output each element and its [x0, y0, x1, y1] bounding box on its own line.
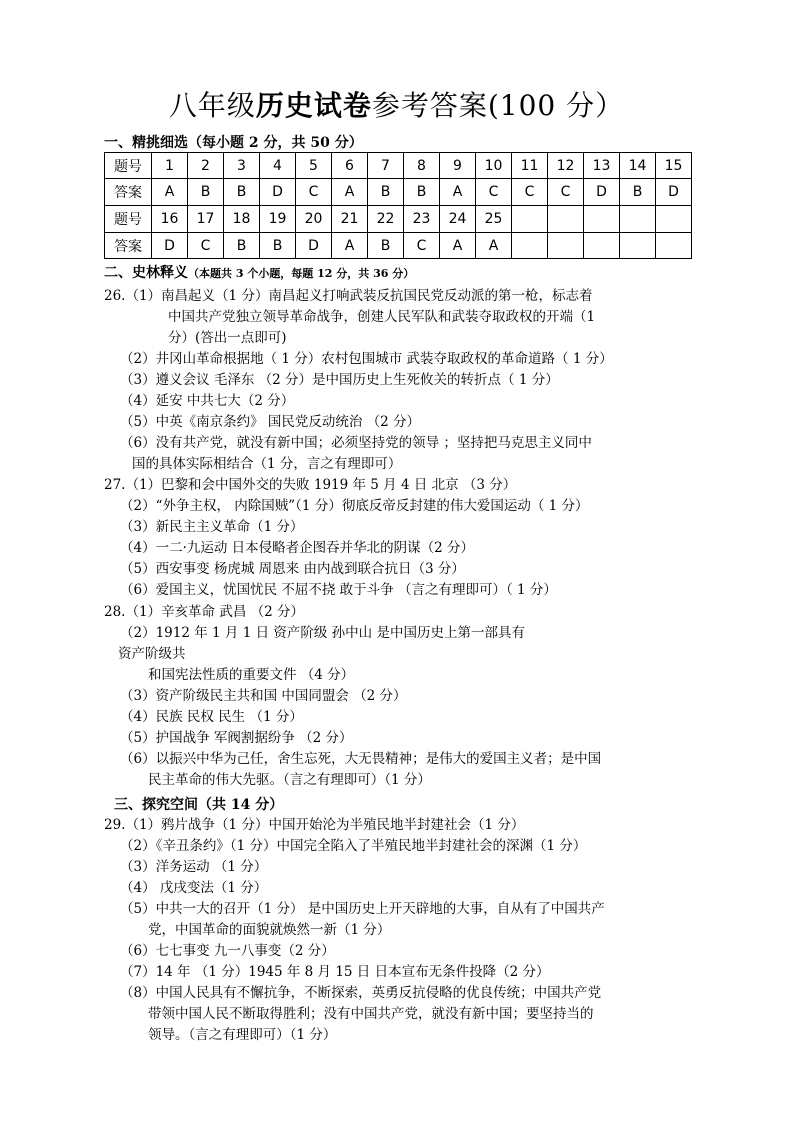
q27-line: （6）爱国主义，忧国忧民 不屈不挠 敢于斗争 （言之有理即可）（ 1 分）	[120, 582, 557, 598]
answer-table-cell: D	[296, 233, 332, 259]
q26-line: 26.（1）南昌起义（1 分）南昌起义打响武装反抗国民党反动派的第一枪，标志着	[104, 288, 593, 304]
answer-table-cell: 10	[476, 153, 512, 179]
answer-table-cell: 20	[296, 206, 332, 233]
q28-line: 和国宪法性质的重要文件 （4 分）	[148, 667, 355, 683]
answer-table-cell: 17	[188, 206, 224, 233]
answer-table-cell: 16	[152, 206, 188, 233]
answer-table-cell: B	[188, 179, 224, 206]
answer-table-cell: A	[440, 179, 476, 206]
answer-table-cell: 22	[368, 206, 404, 233]
q28-line: （3）资产阶级民主共和国 中国同盟会 （2 分）	[120, 688, 407, 704]
answer-table-cell	[584, 206, 620, 233]
question-26	[104, 286, 704, 475]
answer-table-row-header: 答案	[105, 233, 152, 259]
answer-table-cell: 18	[224, 206, 260, 233]
answer-table-cell: 3	[224, 153, 260, 179]
answer-table-cell: 7	[368, 153, 404, 179]
answer-table-cell: C	[296, 179, 332, 206]
answer-table-cell: 23	[404, 206, 440, 233]
answer-table-cell: 19	[260, 206, 296, 233]
answer-table-cell: 1	[152, 153, 188, 179]
q28-line: 资产阶级共	[118, 646, 186, 662]
answer-table-cell: 6	[332, 153, 368, 179]
answer-table-cell: A	[332, 179, 368, 206]
answer-table-cell: A	[476, 233, 512, 259]
answer-table-cell: D	[152, 233, 188, 259]
answer-table-cell: 2	[188, 153, 224, 179]
q29-line: （6）七七事变 九一八事变（2 分）	[120, 943, 335, 959]
q28-line: （2）1912 年 1 月 1 日 资产阶级 孙中山 是中国历史上第一部具有	[120, 625, 525, 641]
answer-table-cell: B	[224, 179, 260, 206]
answer-table-cell: 13	[584, 153, 620, 179]
q29-line: 党，中国革命的面貌就焕然一新（1 分）	[148, 922, 391, 938]
answer-table	[104, 152, 692, 259]
question-28	[104, 602, 704, 791]
q28-line: （5）护国战争 军阀割据纷争 （2 分）	[120, 730, 353, 746]
answer-table-cell	[548, 206, 584, 233]
section2-title: 二、史林释义	[104, 265, 188, 281]
answer-table-cell: A	[152, 179, 188, 206]
q26-line: 中国共产党独立领导革命战争，创建人民军队和武装夺取政权的开端（1	[168, 309, 596, 325]
q29-line: （2）《辛丑条约》（1 分）中国完全陷入了半殖民地半封建社会的深渊（1 分）	[120, 838, 587, 854]
section1-heading: 一、精挑细选（每小题 2 分，共 50 分）	[104, 135, 363, 151]
q26-line: （6）没有共产党，就没有新中国；必须坚持党的领导 ；坚持把马克思主义同中	[120, 435, 592, 451]
section2-heading	[104, 262, 414, 282]
q27-line: （5）西安事变 杨虎城 周恩来 由内战到联合抗日（3 分）	[120, 561, 465, 577]
answer-table-cell: B	[404, 179, 440, 206]
q27-line: （3）新民主主义革命（1 分）	[120, 519, 304, 535]
answer-table-cell: 15	[656, 153, 692, 179]
answer-table-row-header: 题号	[105, 153, 152, 179]
answer-table-cell: C	[512, 179, 548, 206]
title-grade: 八年级	[168, 89, 256, 122]
answer-table-row	[105, 233, 692, 259]
q28-line: （6）以振兴中华为己任，舍生忘死，大无畏精神；是伟大的爱国主义者；是中国	[120, 751, 602, 767]
q28-line: 28.（1）辛亥革命 武昌 （2 分）	[104, 604, 305, 620]
q28-line: 民主革命的伟大先驱。（言之有理即可）（1 分）	[148, 772, 431, 788]
q29-line: （5）中共一大的召开（1 分） 是中国历史上开天辟地的大事，自从有了中国共产	[120, 901, 605, 917]
answer-table-cell: D	[584, 179, 620, 206]
answer-table-cell: 21	[332, 206, 368, 233]
q29-line: 带领中国人民不断取得胜利；没有中国共产党，就没有新中国；要坚持当的	[148, 1006, 594, 1022]
answer-table-cell: B	[620, 179, 656, 206]
title-subject: 历史试卷	[255, 89, 372, 122]
question-29	[104, 815, 704, 1046]
q28-line: （4）民族 民权 民生 （1 分）	[120, 709, 303, 725]
answer-table-cell: 25	[476, 206, 512, 233]
answer-table-cell	[620, 233, 656, 259]
answer-table-cell: C	[188, 233, 224, 259]
q29-line: （8）中国人民具有不懈抗争，不断探索，英勇反抗侵略的优良传统；中国共产党	[120, 985, 602, 1001]
answer-table-cell	[656, 233, 692, 259]
answer-table-cell	[620, 206, 656, 233]
answer-table-row-header: 答案	[105, 179, 152, 206]
answer-table-cell: A	[332, 233, 368, 259]
answer-table-cell: B	[260, 233, 296, 259]
answer-table-cell: C	[548, 179, 584, 206]
q26-line: （5）中英《南京条约》 国民党反动统治 （2 分）	[120, 414, 421, 430]
answer-table-cell: 12	[548, 153, 584, 179]
q27-line: （4）一二·九运动 日本侵略者企图吞并华北的阴谋（2 分）	[120, 540, 475, 556]
q29-line: （7）14 年 （1 分）1945 年 8 月 15 日 日本宣布无条件投降（2 分）	[120, 964, 550, 980]
answer-table-cell: 5	[296, 153, 332, 179]
answer-table-cell: D	[260, 179, 296, 206]
answer-table-cell: 24	[440, 206, 476, 233]
answer-table-cell: B	[224, 233, 260, 259]
answer-table-cell: B	[368, 233, 404, 259]
answer-table-row	[105, 153, 692, 179]
q29-line: 29.（1）鸦片战争（1 分）中国开始沦为半殖民地半封建社会（1 分）	[104, 817, 525, 833]
q26-line: 分）(答出一点即可)	[168, 330, 287, 346]
q29-line: 领导。（言之有理即可）（1 分）	[148, 1027, 337, 1043]
answer-table-cell	[512, 233, 548, 259]
answer-table-row	[105, 206, 692, 233]
answer-table-cell: C	[404, 233, 440, 259]
section2-note: （本题共 3 个小题，每题 12 分，共 36 分）	[188, 267, 415, 280]
q26-line: 国的具体实际相结合（1 分，言之有理即可）	[132, 456, 402, 472]
answer-table-cell: C	[476, 179, 512, 206]
answer-table-cell: 11	[512, 153, 548, 179]
answer-table-cell	[656, 206, 692, 233]
q27-line: 27.（1）巴黎和会中国外交的失败 1919 年 5 月 4 日 北京 （3 分）	[104, 477, 517, 493]
title-suffix: 参考答案(100 分）	[371, 89, 625, 122]
answer-table-row	[105, 179, 692, 206]
answer-table-cell: 4	[260, 153, 296, 179]
q26-line: （2）井冈山革命根据地（ 1 分）农村包围城市 武装夺取政权的革命道路（ 1 分）	[120, 351, 613, 367]
answer-table-row-header: 题号	[105, 206, 152, 233]
answer-table-cell: 9	[440, 153, 476, 179]
q29-line: （3）洋务运动 （1 分）	[120, 859, 268, 875]
answer-table-cell	[548, 233, 584, 259]
answer-table-cell: 14	[620, 153, 656, 179]
q27-line: （2）“外争主权， 内除国贼”（1 分）彻底反帝反封建的伟大爱国运动（ 1 分）	[120, 498, 589, 514]
answer-table-cell	[512, 206, 548, 233]
q29-line: （4） 戊戌变法（1 分）	[120, 880, 268, 896]
answer-table-cell: D	[656, 179, 692, 206]
page-title	[0, 88, 793, 124]
answer-table-cell: A	[440, 233, 476, 259]
q26-line: （3）遵义会议 毛泽东 （2 分）是中国历史上生死攸关的转折点（ 1 分）	[120, 372, 559, 388]
q26-line: （4）延安 中共七大（2 分）	[120, 393, 295, 409]
question-27	[104, 475, 704, 601]
answer-table-cell: 8	[404, 153, 440, 179]
answer-table-cell: B	[368, 179, 404, 206]
section3-heading: 三、探究空间（共 14 分）	[114, 797, 284, 813]
answer-table-cell	[584, 233, 620, 259]
